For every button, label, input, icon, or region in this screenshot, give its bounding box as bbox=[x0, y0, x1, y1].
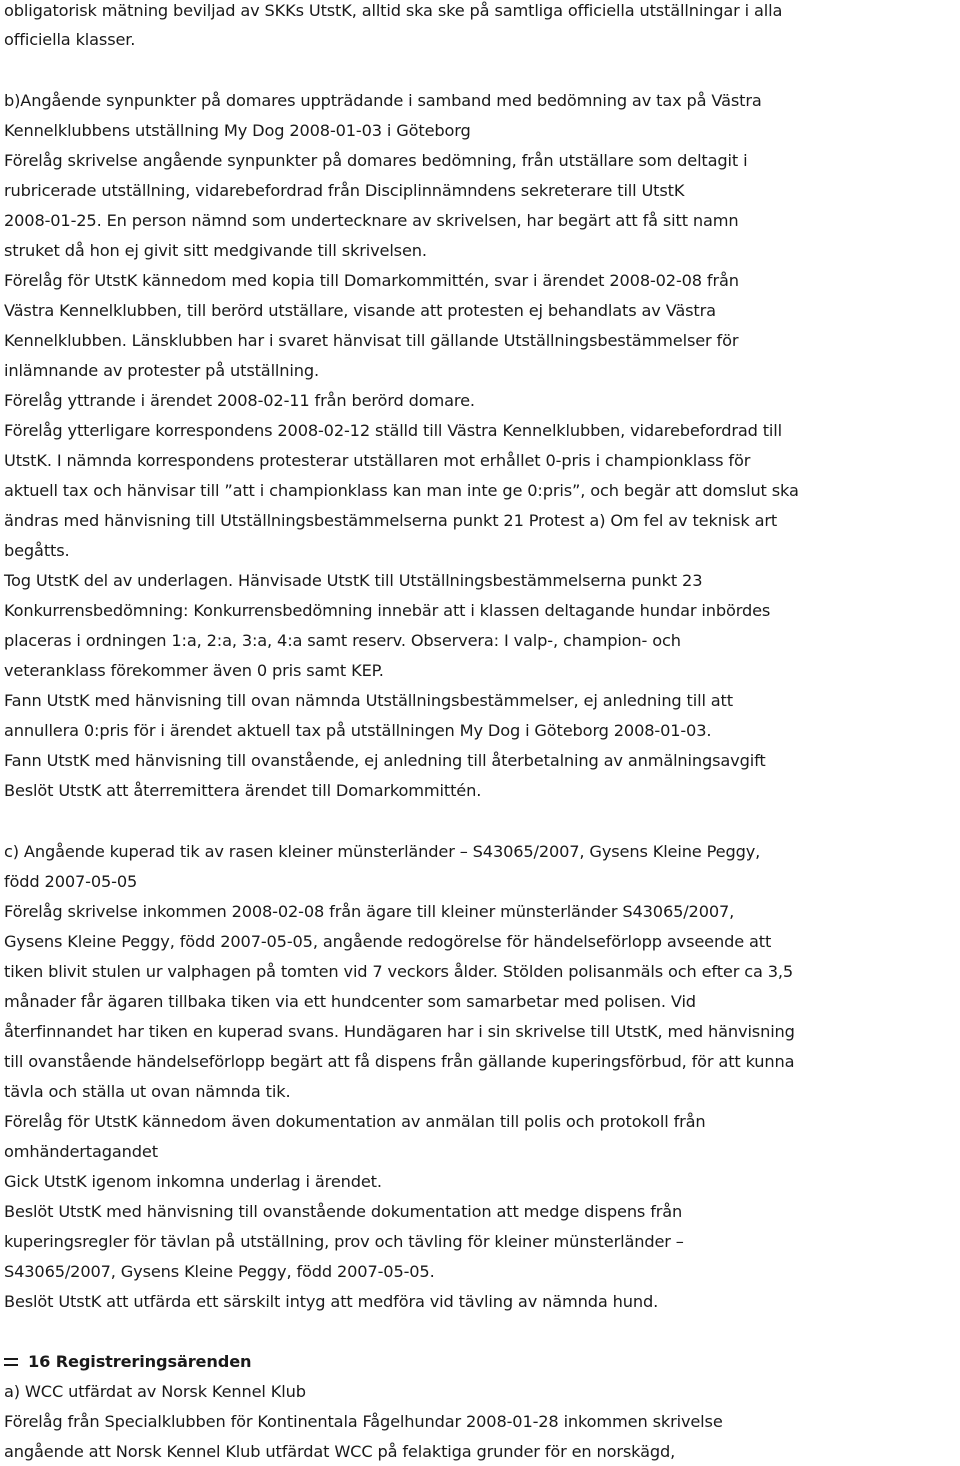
section-c-title: c) Angående kuperad tik av rasen kleiner münsterländer – S43065/2007, Gysens Kleine Peggy, bbox=[4, 842, 761, 861]
text-line: Västra Kennelklubben, till berörd utställare, visande att protesten ej behandlats av Västra bbox=[4, 301, 716, 320]
text-line: Gysens Kleine Peggy, född 2007-05-05, angående redogörelse för händelseförlopp avseende att bbox=[4, 932, 772, 951]
text-line: tiken blivit stulen ur valphagen på tomten vid 7 veckors ålder. Stölden polisanmäls och efter ca 3,5 bbox=[4, 962, 794, 981]
text-line: Beslöt UtstK med hänvisning till ovanstående dokumentation att medge dispens från bbox=[4, 1202, 683, 1221]
text-line: månader får ägaren tillbaka tiken via ett hundcenter som samarbetar med polisen. Vid bbox=[4, 992, 696, 1011]
text-line: till ovanstående händelseförlopp begärt att få dispens från gällande kuperingsförbud, för att kunna bbox=[4, 1052, 795, 1071]
text-line: Förelåg från Specialklubben för Kontinentala Fågelhundar 2008-01-28 inkommen skrivelse bbox=[4, 1412, 723, 1431]
text-line: Beslöt UtstK att utfärda ett särskilt intyg att medföra vid tävling av nämnda hund. bbox=[4, 1292, 659, 1311]
text-line: Konkurrensbedömning: Konkurrensbedömning innebär att i klassen deltagande hundar inbördes bbox=[4, 601, 771, 620]
text-line: Tog UtstK del av underlagen. Hänvisade UtstK till Utställningsbestämmelserna punkt 23 bbox=[4, 571, 703, 590]
text-line: Förelåg för UtstK kännedom med kopia till Domarkommittén, svar i ärendet 2008-02-08 från bbox=[4, 271, 739, 290]
text-line: UtstK. I nämnda korrespondens protesterar utställaren mot erhållet 0-pris i championklass för bbox=[4, 451, 751, 470]
text-line: veteranklass förekommer även 0 pris samt KEP. bbox=[4, 661, 384, 680]
section-heading bbox=[4, 1351, 251, 1373]
section-b-title: Kennelklubbens utställning My Dog 2008-01-03 i Göteborg bbox=[4, 121, 471, 140]
text-line: Förelåg skrivelse inkommen 2008-02-08 från ägare till kleiner münsterländer S43065/2007, bbox=[4, 902, 735, 921]
text-line: Förelåg skrivelse angående synpunkter på domares bedömning, från utställare som deltagit i bbox=[4, 151, 748, 170]
bullet-icon bbox=[4, 1354, 20, 1370]
subsection-title: a) WCC utfärdat av Norsk Kennel Klub bbox=[4, 1382, 306, 1401]
text-line: Fann UtstK med hänvisning till ovan nämnda Utställningsbestämmelser, ej anledning till att bbox=[4, 691, 733, 710]
text-line: S43065/2007, Gysens Kleine Peggy, född 2007-05-05. bbox=[4, 1262, 435, 1281]
text-line: kuperingsregler för tävlan på utställning, prov och tävling för kleiner münsterländer – bbox=[4, 1232, 684, 1251]
text-line: Fann UtstK med hänvisning till ovanstående, ej anledning till återbetalning av anmälningsavgift bbox=[4, 751, 766, 770]
section-b-title: b)Angående synpunkter på domares uppträdande i samband med bedömning av tax på Västra bbox=[4, 91, 762, 110]
text-line: rubricerade utställning, vidarebefordrad från Disciplinnämndens sekreterare till UtstK bbox=[4, 181, 685, 200]
text-line: placeras i ordningen 1:a, 2:a, 3:a, 4:a samt reserv. Observera: I valp-, champion- och bbox=[4, 631, 681, 650]
text-line: ändras med hänvisning till Utställningsbestämmelserna punkt 21 Protest a) Om fel av teknisk art bbox=[4, 511, 778, 530]
text-line: Förelåg yttrande i ärendet 2008-02-11 från berörd domare. bbox=[4, 391, 475, 410]
text-line: Kennelklubben. Länsklubben har i svaret hänvisat till gällande Utställningsbestämmelser för bbox=[4, 331, 739, 350]
text-line: 2008-01-25. En person nämnd som undertecknare av skrivelsen, har begärt att få sitt namn bbox=[4, 211, 739, 230]
text-line: återfinnandet har tiken en kuperad svans. Hundägaren har i sin skrivelse till UtstK, med hänvisning bbox=[4, 1022, 795, 1041]
text-line: angående att Norsk Kennel Klub utfärdat WCC på felaktiga grunder för en norskägd, bbox=[4, 1442, 676, 1461]
text-line: Förelåg ytterligare korrespondens 2008-02-12 ställd till Västra Kennelklubben, vidarebefordrad till bbox=[4, 421, 782, 440]
text-line: omhändertagandet bbox=[4, 1142, 158, 1161]
text-line: officiella klasser. bbox=[4, 30, 136, 49]
text-line: Förelåg för UtstK kännedom även dokumentation av anmälan till polis och protokoll från bbox=[4, 1112, 706, 1131]
text-line: Beslöt UtstK att återremittera ärendet till Domarkommittén. bbox=[4, 781, 482, 800]
text-line: aktuell tax och hänvisar till ”att i championklass kan man inte ge 0:pris”, och begär att domslut ska bbox=[4, 481, 799, 500]
text-line: obligatorisk mätning beviljad av SKKs UtstK, alltid ska ske på samtliga officiella utställningar i alla bbox=[4, 1, 783, 20]
text-line: Gick UtstK igenom inkomna underlag i ärendet. bbox=[4, 1172, 382, 1191]
section-heading-label: 16 Registreringsärenden bbox=[28, 1352, 252, 1371]
section-c-title: född 2007-05-05 bbox=[4, 872, 138, 891]
text-line: tävla och ställa ut ovan nämnda tik. bbox=[4, 1082, 291, 1101]
text-line: annullera 0:pris för i ärendet aktuell tax på utställningen My Dog i Göteborg 2008-01-03. bbox=[4, 721, 712, 740]
text-line: inlämnande av protester på utställning. bbox=[4, 361, 319, 380]
text-line: begåtts. bbox=[4, 541, 70, 560]
text-line: struket då hon ej givit sitt medgivande till skrivelsen. bbox=[4, 241, 427, 260]
